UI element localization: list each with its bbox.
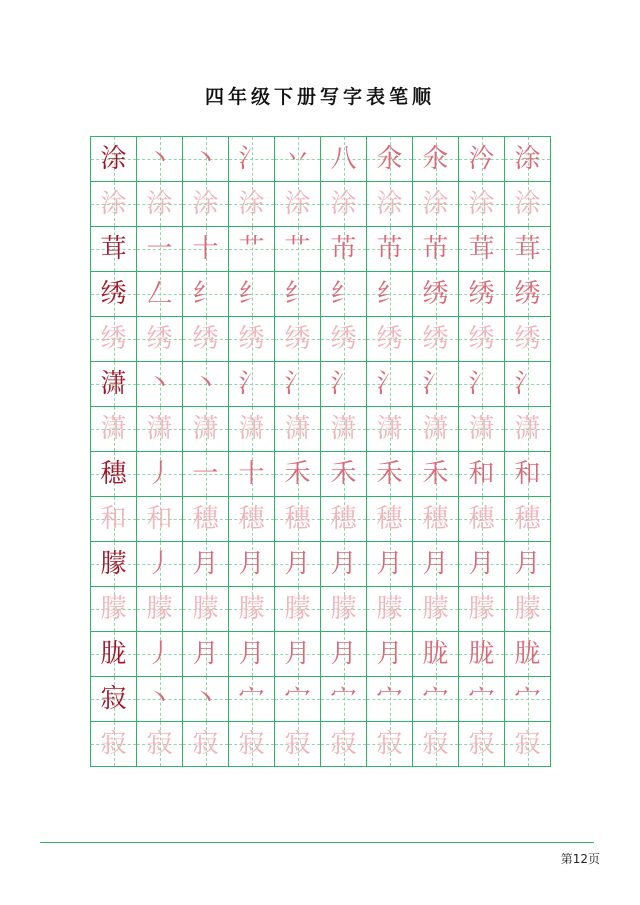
- grid-cell: [229, 182, 275, 227]
- cell-glyph: 朦: [238, 594, 265, 624]
- grid-cell: [229, 497, 275, 542]
- cell-glyph: 寂: [330, 729, 357, 759]
- cell-glyph: 潇: [146, 414, 173, 444]
- cell-glyph: 宀: [284, 684, 311, 714]
- grid-cell: [229, 227, 275, 272]
- cell-glyph: 胧: [514, 639, 541, 669]
- grid-cell: [505, 542, 551, 587]
- cell-glyph: 绣: [330, 324, 357, 354]
- grid-cell: [321, 317, 367, 362]
- grid-cell: [459, 227, 505, 272]
- cell-glyph: 涂: [192, 189, 219, 219]
- cell-glyph: 丶: [192, 144, 219, 174]
- cell-glyph: 潇: [514, 414, 541, 444]
- grid-cell: [321, 722, 367, 767]
- grid-cell: [321, 587, 367, 632]
- grid-cell: [413, 407, 459, 452]
- cell-glyph: 潇: [192, 414, 219, 444]
- cell-glyph: 一: [146, 234, 173, 264]
- grid-cell: [229, 632, 275, 677]
- grid-cell: [459, 632, 505, 677]
- grid-cell: [183, 632, 229, 677]
- grid-cell: [459, 677, 505, 722]
- cell-glyph: 涂: [422, 189, 449, 219]
- cell-glyph: 涂: [376, 189, 403, 219]
- cell-glyph: 涂: [100, 144, 127, 174]
- grid-cell: [91, 497, 137, 542]
- grid-cell: [183, 677, 229, 722]
- cell-glyph: 穗: [376, 504, 403, 534]
- grid-cell: [183, 722, 229, 767]
- grid-cell: [91, 317, 137, 362]
- cell-glyph: 月: [376, 639, 403, 669]
- grid-cell: [321, 362, 367, 407]
- grid-cell: [229, 137, 275, 182]
- grid-cell: [367, 452, 413, 497]
- grid-cell: [459, 722, 505, 767]
- grid-cell: [137, 542, 183, 587]
- grid-cell: [229, 317, 275, 362]
- grid-cell: [367, 722, 413, 767]
- cell-glyph: 涂: [514, 189, 541, 219]
- footer-divider: [40, 842, 594, 843]
- cell-glyph: 胧: [468, 639, 495, 669]
- cell-glyph: 涂: [284, 189, 311, 219]
- cell-glyph: 绣: [284, 324, 311, 354]
- cell-glyph: 汵: [468, 144, 495, 174]
- cell-glyph: 寂: [192, 729, 219, 759]
- grid-cell: [367, 677, 413, 722]
- cell-glyph: 潇: [100, 414, 127, 444]
- cell-glyph: 朦: [284, 594, 311, 624]
- cell-glyph: 涂: [330, 189, 357, 219]
- cell-glyph: 月: [284, 549, 311, 579]
- grid-cell: [413, 497, 459, 542]
- grid-cell: [413, 272, 459, 317]
- grid-cell: [367, 182, 413, 227]
- grid-cell: [137, 452, 183, 497]
- grid-cell: [367, 317, 413, 362]
- grid-cell: [459, 542, 505, 587]
- grid-cell: [321, 137, 367, 182]
- grid-cell: [183, 137, 229, 182]
- cell-glyph: 月: [192, 639, 219, 669]
- grid-cell: [183, 407, 229, 452]
- page-title: 四年级下册写字表笔顺: [204, 86, 435, 108]
- cell-glyph: 氵: [284, 369, 311, 399]
- cell-glyph: 潇: [376, 414, 403, 444]
- cell-glyph: 纟: [192, 279, 219, 309]
- cell-glyph: 朦: [468, 594, 495, 624]
- cell-glyph: 朦: [330, 594, 357, 624]
- cell-glyph: 和: [146, 504, 173, 534]
- cell-glyph: 涂: [100, 189, 127, 219]
- cell-glyph: 月: [192, 549, 219, 579]
- cell-glyph: 穗: [422, 504, 449, 534]
- grid-cell: [505, 497, 551, 542]
- grid-cell: [275, 452, 321, 497]
- cell-glyph: 宀: [330, 684, 357, 714]
- grid-cell: [91, 677, 137, 722]
- cell-glyph: 潇: [468, 414, 495, 444]
- cell-glyph: 氽: [422, 144, 449, 174]
- cell-glyph: 寂: [422, 729, 449, 759]
- grid-cell: [183, 272, 229, 317]
- cell-glyph: 绣: [514, 324, 541, 354]
- cell-glyph: 绣: [422, 279, 449, 309]
- cell-glyph: 宀: [468, 684, 495, 714]
- cell-glyph: 芇: [422, 234, 449, 264]
- grid-cell: [137, 497, 183, 542]
- cell-glyph: 和: [468, 459, 495, 489]
- cell-glyph: 穗: [330, 504, 357, 534]
- grid-cell: [275, 227, 321, 272]
- grid-cell: [183, 362, 229, 407]
- cell-glyph: 寂: [100, 729, 127, 759]
- grid-cell: [275, 182, 321, 227]
- cell-glyph: 十: [192, 234, 219, 264]
- grid-cell: [91, 542, 137, 587]
- grid-cell: [229, 542, 275, 587]
- grid-cell: [459, 182, 505, 227]
- cell-glyph: 寂: [376, 729, 403, 759]
- grid-cell: [459, 317, 505, 362]
- grid-cell: [413, 677, 459, 722]
- cell-glyph: 宀: [422, 684, 449, 714]
- grid-cell: [367, 227, 413, 272]
- cell-glyph: 潇: [330, 414, 357, 444]
- cell-glyph: 寂: [100, 684, 127, 714]
- cell-glyph: 绣: [100, 279, 127, 309]
- grid-cell: [91, 722, 137, 767]
- cell-glyph: 穗: [192, 504, 219, 534]
- cell-glyph: 茸: [100, 234, 127, 264]
- grid-cell: [183, 587, 229, 632]
- cell-glyph: 月: [422, 549, 449, 579]
- grid-cell: [275, 272, 321, 317]
- grid-cell: [459, 362, 505, 407]
- grid-cell: [321, 272, 367, 317]
- cell-glyph: 朦: [192, 594, 219, 624]
- grid-cell: [183, 227, 229, 272]
- grid-cell: [137, 137, 183, 182]
- grid-cell: [413, 632, 459, 677]
- cell-glyph: 绣: [376, 324, 403, 354]
- grid-cell: [275, 407, 321, 452]
- grid-cell: [505, 452, 551, 497]
- grid-cell: [137, 317, 183, 362]
- cell-glyph: 丶: [146, 684, 173, 714]
- cell-glyph: 绣: [146, 324, 173, 354]
- cell-glyph: 丿: [146, 639, 173, 669]
- cell-glyph: 十: [238, 459, 265, 489]
- cell-glyph: 氵: [376, 369, 403, 399]
- cell-glyph: 寂: [238, 729, 265, 759]
- cell-glyph: 朦: [376, 594, 403, 624]
- grid-cell: [137, 677, 183, 722]
- grid-cell: [137, 722, 183, 767]
- grid-cell: [275, 317, 321, 362]
- cell-glyph: 一: [192, 459, 219, 489]
- cell-glyph: 丿: [146, 549, 173, 579]
- cell-glyph: 纟: [284, 279, 311, 309]
- grid-cell: [229, 362, 275, 407]
- cell-glyph: 宀: [376, 684, 403, 714]
- grid-cell: [91, 407, 137, 452]
- grid-cell: [91, 632, 137, 677]
- cell-glyph: 艹: [284, 234, 311, 264]
- grid-cell: [275, 137, 321, 182]
- grid-cell: [275, 632, 321, 677]
- cell-glyph: 绣: [238, 324, 265, 354]
- grid-cell: [183, 182, 229, 227]
- cell-glyph: 绣: [192, 324, 219, 354]
- grid-cell: [505, 722, 551, 767]
- cell-glyph: 丶: [192, 369, 219, 399]
- cell-glyph: 月: [514, 549, 541, 579]
- cell-glyph: 月: [468, 549, 495, 579]
- cell-glyph: 涂: [514, 144, 541, 174]
- grid-cell: [321, 182, 367, 227]
- grid-cell: [413, 542, 459, 587]
- cell-glyph: 禾: [422, 459, 449, 489]
- page-number: 第12页: [560, 852, 600, 866]
- grid-cell: [137, 272, 183, 317]
- grid-cell: [183, 497, 229, 542]
- cell-glyph: 禾: [330, 459, 357, 489]
- grid-cell: [413, 317, 459, 362]
- cell-glyph: 穗: [284, 504, 311, 534]
- grid-cell: [275, 677, 321, 722]
- grid-cell: [321, 227, 367, 272]
- grid-cell: [275, 542, 321, 587]
- grid-cell: [91, 137, 137, 182]
- grid-cell: [505, 137, 551, 182]
- cell-glyph: 氽: [376, 144, 403, 174]
- grid-cell: [183, 452, 229, 497]
- grid-cell: [137, 587, 183, 632]
- grid-cell: [229, 722, 275, 767]
- grid-cell: [367, 407, 413, 452]
- grid-cell: [505, 587, 551, 632]
- cell-glyph: 朦: [514, 594, 541, 624]
- grid-cell: [137, 632, 183, 677]
- cell-glyph: 丶: [146, 144, 173, 174]
- grid-cell: [137, 407, 183, 452]
- cell-glyph: 月: [238, 639, 265, 669]
- grid-cell: [413, 452, 459, 497]
- cell-glyph: 氵: [468, 369, 495, 399]
- cell-glyph: 丶: [192, 684, 219, 714]
- grid-cell: [459, 452, 505, 497]
- cell-glyph: 胧: [422, 639, 449, 669]
- cell-glyph: 绣: [514, 279, 541, 309]
- grid-cell: [321, 407, 367, 452]
- cell-glyph: 寂: [468, 729, 495, 759]
- grid-cell: [91, 452, 137, 497]
- grid-cell: [413, 587, 459, 632]
- cell-glyph: 芇: [376, 234, 403, 264]
- grid-cell: [321, 542, 367, 587]
- grid-cell: [505, 632, 551, 677]
- cell-glyph: 穗: [514, 504, 541, 534]
- cell-glyph: 𠃋: [146, 279, 173, 309]
- grid-cell: [321, 497, 367, 542]
- grid-cell: [367, 542, 413, 587]
- cell-glyph: 氵: [514, 369, 541, 399]
- grid-cell: [505, 272, 551, 317]
- grid-cell: [229, 677, 275, 722]
- cell-glyph: 潇: [422, 414, 449, 444]
- grid-cell: [367, 362, 413, 407]
- grid-cell: [367, 632, 413, 677]
- cell-glyph: 丶: [146, 369, 173, 399]
- cell-glyph: 潇: [284, 414, 311, 444]
- cell-glyph: 绣: [100, 324, 127, 354]
- grid-cell: [275, 587, 321, 632]
- grid-cell: [413, 362, 459, 407]
- cell-glyph: 纟: [330, 279, 357, 309]
- grid-cell: [321, 632, 367, 677]
- grid-cell: [137, 182, 183, 227]
- cell-glyph: 茸: [468, 234, 495, 264]
- cell-glyph: 绣: [468, 324, 495, 354]
- cell-glyph: 朦: [100, 549, 127, 579]
- cell-glyph: 丿: [146, 459, 173, 489]
- grid-cell: [413, 137, 459, 182]
- grid-cell: [229, 407, 275, 452]
- grid-cell: [459, 407, 505, 452]
- grid-cell: [413, 182, 459, 227]
- grid-cell: [459, 137, 505, 182]
- cell-glyph: 绣: [422, 324, 449, 354]
- cell-glyph: 涂: [468, 189, 495, 219]
- grid-cell: [505, 182, 551, 227]
- cell-glyph: 和: [100, 504, 127, 534]
- grid-cell: [91, 272, 137, 317]
- cell-glyph: 氵: [238, 369, 265, 399]
- cell-glyph: 茸: [514, 234, 541, 264]
- cell-glyph: 朦: [422, 594, 449, 624]
- cell-glyph: 寂: [514, 729, 541, 759]
- cell-glyph: 月: [284, 639, 311, 669]
- grid-cell: [505, 362, 551, 407]
- cell-glyph: 宀: [514, 684, 541, 714]
- cell-glyph: 氵: [330, 369, 357, 399]
- grid-cell: [275, 497, 321, 542]
- cell-glyph: 芇: [330, 234, 357, 264]
- grid-cell: [505, 317, 551, 362]
- cell-glyph: 禾: [376, 459, 403, 489]
- grid-cell: [367, 587, 413, 632]
- cell-glyph: 穗: [468, 504, 495, 534]
- cell-glyph: 潇: [238, 414, 265, 444]
- cell-glyph: 宀: [238, 684, 265, 714]
- grid-cell: [137, 227, 183, 272]
- cell-glyph: 月: [238, 549, 265, 579]
- grid-cell: [137, 362, 183, 407]
- cell-glyph: 穗: [238, 504, 265, 534]
- grid-cell: [321, 452, 367, 497]
- grid-cell: [275, 362, 321, 407]
- grid-cell: [183, 317, 229, 362]
- cell-glyph: 月: [330, 549, 357, 579]
- cell-glyph: 朦: [146, 594, 173, 624]
- grid-cell: [275, 722, 321, 767]
- grid-cell: [321, 677, 367, 722]
- grid-cell: [459, 272, 505, 317]
- grid-cell: [229, 587, 275, 632]
- grid-cell: [505, 407, 551, 452]
- cell-glyph: 涂: [238, 189, 265, 219]
- cell-glyph: 八: [330, 144, 357, 174]
- cell-glyph: 和: [514, 459, 541, 489]
- cell-glyph: 绣: [468, 279, 495, 309]
- grid-cell: [413, 722, 459, 767]
- grid-cell: [505, 227, 551, 272]
- practice-grid: [90, 136, 551, 767]
- cell-glyph: 穗: [100, 459, 127, 489]
- cell-glyph: 潇: [100, 369, 127, 399]
- cell-glyph: 月: [376, 549, 403, 579]
- cell-glyph: 月: [330, 639, 357, 669]
- grid-cell: [91, 587, 137, 632]
- cell-glyph: 涂: [146, 189, 173, 219]
- grid-cell: [91, 362, 137, 407]
- cell-glyph: 禾: [284, 459, 311, 489]
- grid-cell: [367, 137, 413, 182]
- cell-glyph: 寂: [284, 729, 311, 759]
- grid-cell: [459, 497, 505, 542]
- grid-cell: [413, 227, 459, 272]
- cell-glyph: 朦: [100, 594, 127, 624]
- grid-cell: [91, 182, 137, 227]
- grid-cell: [459, 587, 505, 632]
- grid-cell: [367, 272, 413, 317]
- grid-cell: [183, 542, 229, 587]
- grid-cell: [91, 227, 137, 272]
- cell-glyph: 寂: [146, 729, 173, 759]
- cell-glyph: 纟: [376, 279, 403, 309]
- grid-cell: [229, 452, 275, 497]
- cell-glyph: 氵: [238, 144, 265, 174]
- cell-glyph: 氵: [422, 369, 449, 399]
- cell-glyph: 丷: [284, 144, 311, 174]
- cell-glyph: 纟: [238, 279, 265, 309]
- grid-cell: [367, 497, 413, 542]
- grid-cell: [505, 677, 551, 722]
- grid-cell: [229, 272, 275, 317]
- cell-glyph: 胧: [100, 639, 127, 669]
- cell-glyph: 艹: [238, 234, 265, 264]
